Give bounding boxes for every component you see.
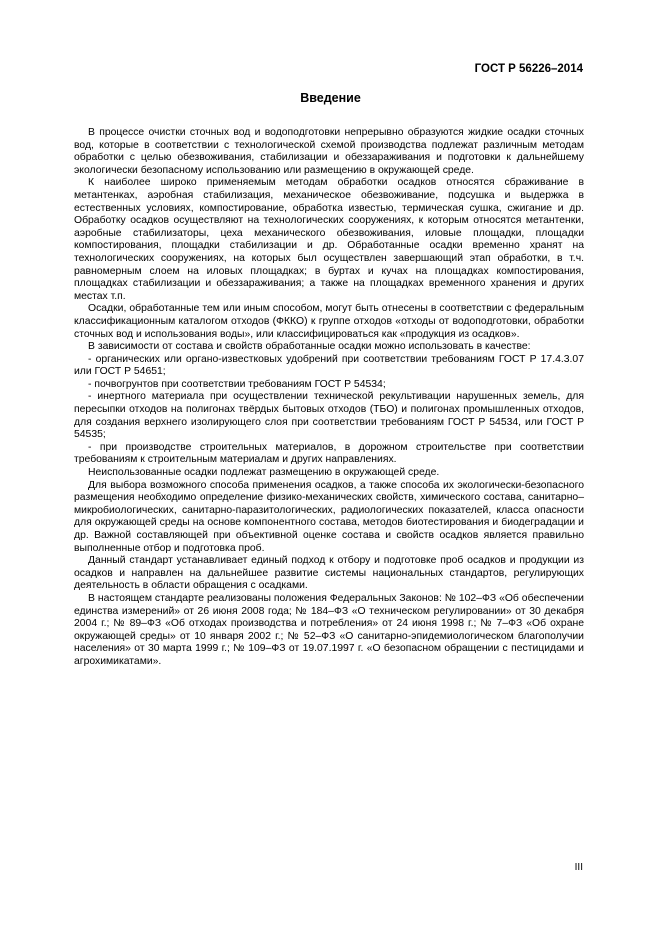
paragraph: В настоящем стандарте реализованы положения Федеральных Законов: № 102–ФЗ «Об обеспечении единства измерений» от 26 июня 2008 года; № 184–ФЗ «О техническом регулировании» от 30 декабря 2004 г.; № 89–ФЗ «Об отходах производства и потребления» от 24 июня 1998 г.; № 7–ФЗ «Об охране окружающей среды» от 10 января 2002 г.; № 52–ФЗ «О санитарно-эпидемиологическом благополучии населения» от 30 марта 1999 г.; № 109–ФЗ от 19.07.1997 г. «О безопасном обращении с пестицидами и агрохимикатами». bbox=[74, 592, 584, 667]
paragraph: Для выбора возможного способа применения осадков, а также способа их экологически-безопасного размещения необходимо определение физико-механических свойств, химического состава, санитарно–микробиологических, санитарно-паразитологических, радиологических показателей, класса опасности для окружающей среды на основе компонентного состава, методов биотестирования и биодеградации и др. Важной составляющей при объективной оценке состава и свойств осадков является правильно выполненные отбор и подготовка проб. bbox=[74, 479, 584, 554]
list-item: - инертного материала при осуществлении технической рекультивации нарушенных земель, для пересыпки отходов на полигонах твёрдых бытовых отходов (ТБО) и полигонах промышленных отходов, для создания верхнего изолирующего слоя при соответствии требованиям ГОСТ Р 54534, или ГОСТ Р 54535; bbox=[74, 391, 584, 441]
paragraph: Осадки, обработанные тем или иным способом, могут быть отнесены в соответствии с федеральным классификационным каталогом отходов (ФККО) к группе отходов «отходы от водоподготовки, обработки сточных вод и использования воды», или классифицироваться как «продукция из осадков». bbox=[74, 303, 584, 340]
page-number: III bbox=[574, 862, 583, 873]
paragraph: В зависимости от состава и свойств обработанные осадки можно использовать в качестве: bbox=[88, 341, 531, 353]
list-item: - почвогрунтов при соответствии требованиям ГОСТ Р 54534; bbox=[88, 378, 386, 390]
document-code: ГОСТ Р 56226–2014 bbox=[474, 63, 583, 75]
list-item: - при производстве строительных материалов, в дорожном строительстве при соответствии требованиям к строительным материалам и других направлениях. bbox=[74, 441, 584, 466]
paragraph: Неиспользованные осадки подлежат размещению в окружающей среде. bbox=[88, 467, 440, 479]
list-item: - органических или органо-известковых удобрений при соответствии требованиям ГОСТ Р 17.4.3.07 или ГОСТ Р 54651; bbox=[74, 353, 584, 378]
paragraph: Данный стандарт устанавливает единый подход к отбору и подготовке проб осадков и продукции из осадков и направлен на дальнейшее развитие системы национальных стандартов, регулирующих деятельность в области обращения с осадками. bbox=[74, 555, 584, 592]
paragraph: К наиболее широко применяемым методам обработки осадков относятся сбраживание в метантенках, аэробная стабилизация, механическое обезвоживание, подсушка и выдержка в естественных условиях, компостирование, обработка известью, термическая сушка, сжигание и др. Обработку осадков осуществляют на технологических сооружениях, к которым относятся метантенки, аэробные стабилизаторы, цеха механического обезвоживания, иловые площадки, площадки компостирования, площадки стабилизации и др. Обработанные осадки временно хранят на технологических сооружениях, на которых был осуществлен завершающий этап обработки, в т.ч. равномерным слоем на иловых площадках; в буртах и кучах на площадках компостирования, площадках стабилизации и обеззараживания; а также на площадках временного хранения и других местах т.п. bbox=[74, 177, 584, 302]
paragraph: В процессе очистки сточных вод и водоподготовки непрерывно образуются жидкие осадки сточных вод, которые в соответствии с технологической схемой производства подлежат различным методам обработки с целью обезвоживания, стабилизации и обеззараживания и подготовки к дальнейшему экологически безопасному использованию или размещению в окружающей среде. bbox=[74, 127, 584, 176]
section-title: Введение bbox=[300, 91, 361, 105]
document-body bbox=[74, 127, 584, 669]
